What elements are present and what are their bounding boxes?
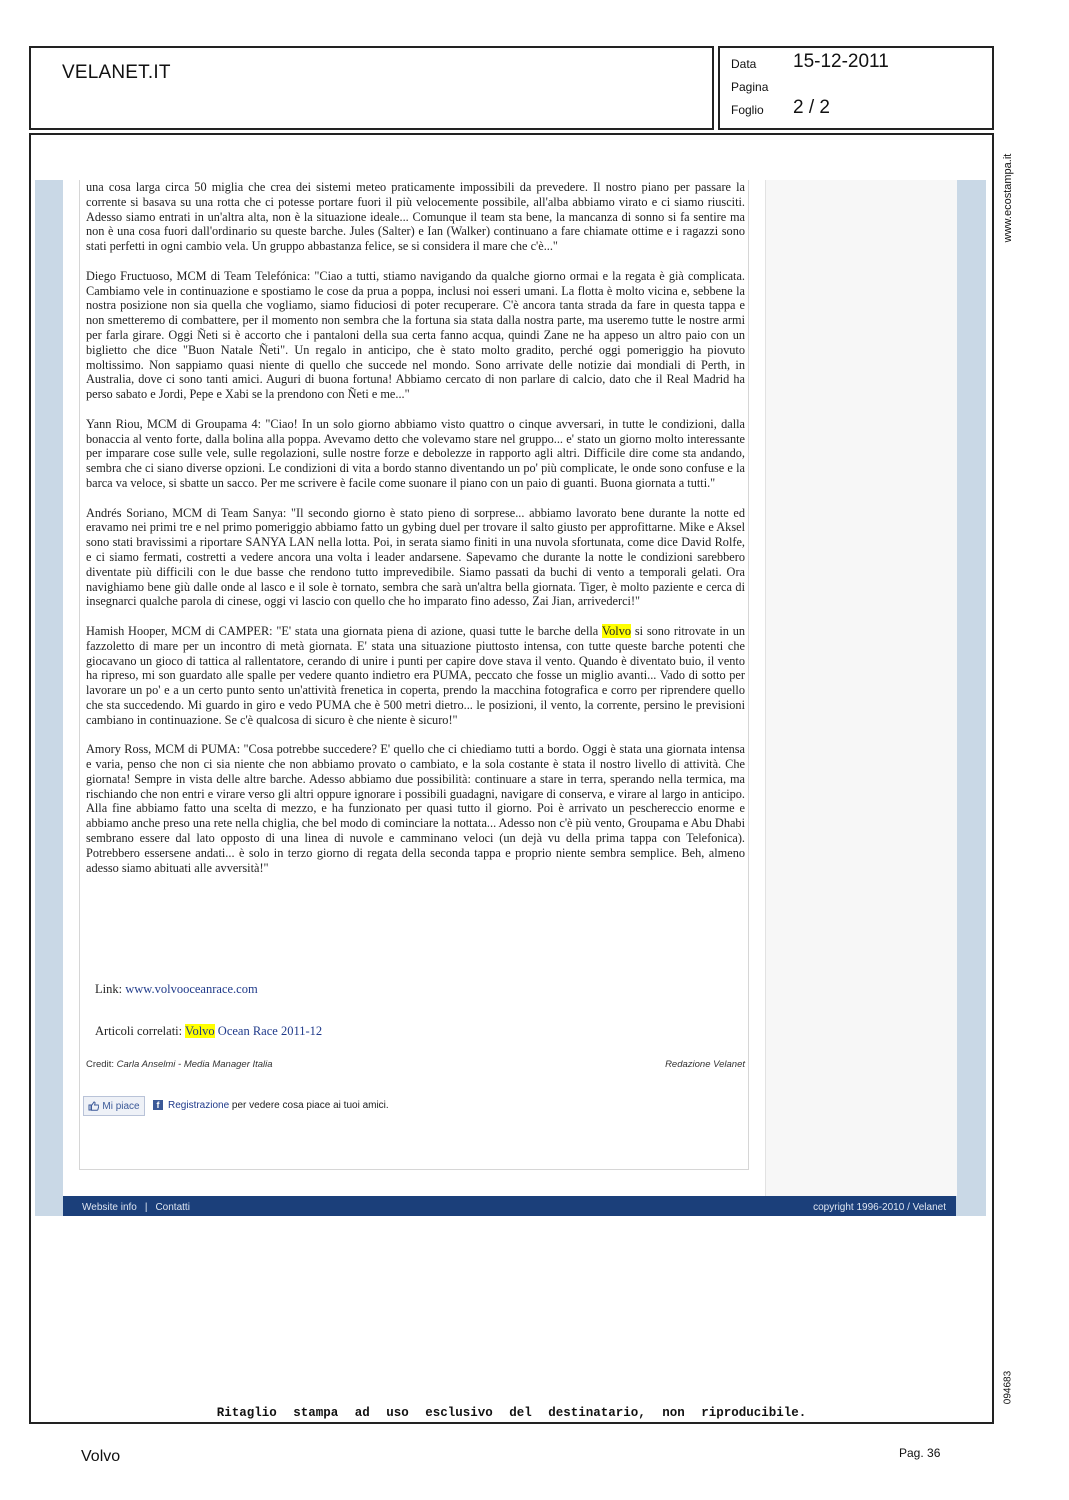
related-label: Articoli correlati: bbox=[95, 1024, 183, 1038]
credit-redazione: Redazione Velanet bbox=[665, 1059, 745, 1070]
race-website-link[interactable]: www.volvooceanrace.com bbox=[125, 982, 258, 996]
article-paragraph: una cosa larga circa 50 miglia che crea dei sistemi meteo praticamente impossibili da prevedere. Il nostro piano per passare la corrente si basava su una rotta che ci potesse portare fuori il più velocemente possibile, all'alba abbiamo virato e ci siamo riusciti. Adesso siamo entrati in un'altra alta, non è la situazione ideale... Comunque il team sta bene, la mancanza di sonno si fa sentire ma non è una cosa fuori dall'ordinario su queste barche. Jules (Salter) e Ian (Walker) continuano a fare chiamate ottime e i ragazzi sono stati perfetti in ogni cambio vela. Un gruppo abbastanza felice, se si considera il mare che c'è..." bbox=[86, 180, 745, 254]
side-code-text: 094683 bbox=[1002, 1370, 1014, 1405]
disclaimer: Ritaglio stampa ad uso esclusivo del destinatario, non riproducibile. bbox=[216, 1406, 807, 1420]
date-value: 15-12-2011 bbox=[793, 51, 889, 72]
related-link-text: Ocean Race 2011-12 bbox=[214, 1024, 323, 1038]
article-body bbox=[86, 180, 745, 890]
sheet-label: Foglio bbox=[731, 103, 764, 117]
hamish-text-end: si sono ritrovate in un fazzoletto di mare per un incontro di metà giornata. E' stata una situazione piuttosto intensa, con tutte queste barche potenti che giocavano un gioco di tattica al rallentatore, cerando di unire i punti per capire dove stava il vento. Quando è diventato buio, il vento ha ripreso, mi son guardato alle spalle per vedere quanto indietro era PUMA, peccato che fosse un miglio avanti... Vado di sotto per lavorare un po' e a un certo punto sento un'attività frenetica in coperta, prendo la macchina fotografica e corro per riprendere quello che sta succedendo. Mi guardo in giro e vedo PUMA che è 500 metri dietro... le posizioni, il vento, la corrente, persino le previsioni cambiano in continuazione. Se c'è qualcosa di sicuro è che niente è sicuro!" bbox=[86, 623, 745, 727]
contatti-link[interactable]: Contatti bbox=[155, 1202, 190, 1213]
footer-copyright: copyright 1996-2010 / Velanet bbox=[813, 1202, 946, 1213]
publication-box bbox=[29, 46, 714, 130]
credit-label: Credit: bbox=[86, 1059, 114, 1070]
link-line bbox=[95, 982, 258, 997]
hamish-text-start: Hamish Hooper, MCM di CAMPER: "E' stata una giornata piena di azione, quasi tutte le barche della bbox=[86, 623, 602, 638]
highlighted-keyword: Volvo bbox=[185, 1024, 215, 1038]
highlighted-keyword: Volvo bbox=[601, 623, 632, 638]
website-right-column bbox=[765, 180, 957, 1196]
footer-links bbox=[82, 1202, 190, 1213]
website-footer bbox=[63, 1196, 956, 1216]
bottom-keyword: Volvo bbox=[81, 1448, 121, 1465]
like-button[interactable] bbox=[83, 1096, 145, 1116]
article-paragraph-hamish bbox=[86, 624, 745, 728]
sheet-value: 2 / 2 bbox=[793, 97, 830, 118]
side-code bbox=[1000, 1368, 1016, 1408]
side-watermark bbox=[1000, 150, 1016, 250]
footer-separator: | bbox=[144, 1202, 148, 1213]
like-label: Mi piace bbox=[102, 1100, 140, 1112]
register-link[interactable]: Registrazione bbox=[168, 1100, 230, 1111]
article-paragraph: Amory Ross, MCM di PUMA: "Cosa potrebbe succedere? E' quello che ci chiediamo tutti a bordo. Oggi è stata una giornata intensa e varia, penso che non ci sia niente che non abbiamo provato o cambiato, e la sola costante è stata il nostro livello di attività. Che giornata! Sempre in vista delle altre barche. Adesso abbiamo due possibilità: continuare a stare in terra, sperando nella termica, ma rischiando che non entri e virare verso gli altri oppure ignorare i possibili guadagni, navigare di conserva, e virare al largo in anticipo. Alla fine abbiamo fatto una scelta di mezzo, e ha funzionato per quasi tutto il giorno. Poi è arrivato un peschereccio enorme e abbiamo anche preso una rete nella chiglia, che bel modo di cominciare la nottata... Adesso non c'è più vento, Groupama e Abu Dhabi sembrano essere dal lato opposto di una linea di nuvole e camminano veloci (un dejà vu della prima tappa con Telefonica). Potrebbero essersene andati... è solo in terzo giorno di regata della seconda tappa e proprio niente sembra semplice. Beh, almeno adesso siamo abituati alle avversità!" bbox=[86, 742, 745, 875]
credit-line bbox=[86, 1059, 745, 1070]
related-article-link[interactable] bbox=[185, 1024, 322, 1038]
link-label: Link: bbox=[95, 982, 123, 996]
date-label: Data bbox=[731, 57, 757, 71]
related-articles-line bbox=[95, 1024, 322, 1039]
facebook-icon: f bbox=[153, 1100, 163, 1110]
page-number: Pag. 36 bbox=[899, 1446, 941, 1460]
thumbs-up-icon bbox=[88, 1101, 99, 1111]
metadata-box bbox=[718, 46, 994, 130]
facebook-register-text bbox=[168, 1100, 389, 1111]
credit-author: Carla Anselmi - Media Manager Italia bbox=[116, 1059, 273, 1070]
side-url-text: www.ecostampa.it bbox=[1002, 153, 1014, 243]
article-paragraph: Yann Riou, MCM di Groupama 4: "Ciao! In un solo giorno abbiamo visto quattro o cinque avversari, in tutte le condizioni, dalla bonaccia al vento forte, dalla bolina alla poppa. Avevamo detto che volevamo stare nel gruppo... e' stato un giorno molto interessante per imparare cose sulle vele, sulle regolazioni, sulle nostre forze e debolezze in rapporto agli altri. Difficile dire come sta andando, sembra che ci siano diverse opzioni. Le condizioni di vita a bordo stanno diventando un po' più complicate, le onde sono confuse e la barca va veloce, si sbatte un sacco. Per me scrivere è facile come suonare il piano con un paio di guanti. Buona giornata a tutti." bbox=[86, 416, 745, 490]
publication-name: VELANET.IT bbox=[62, 62, 171, 83]
page-label: Pagina bbox=[731, 80, 769, 94]
website-info-link[interactable]: Website info bbox=[82, 1202, 137, 1213]
register-rest: per vedere cosa piace ai tuoi amici. bbox=[229, 1100, 389, 1111]
article-paragraph: Diego Fructuoso, MCM di Team Telefónica: "Ciao a tutti, stiamo navigando da qualche giorno ormai e la regata è già complicata. Cambiamo vele in continuazione e spostiamo le cose da prua a poppa, inclusi noi esseri umani. La flotta è molto vicina e, sebbene la nostra posizione non sia quella che vogliamo, siamo fiduciosi di poter recuperare. C'è ancora tanta strada da fare in questa tappa e non smetteremo di combattere, per il momento non sembra che la fortuna sia stata dalla nostra parte, ma useremo tutte le nostre armi per farla girare. Oggi Ñeti si è accorto che i pantaloni della sua certa fanno acqua, quindi Zane ne ha appeso un altro paio con un biglietto che dice "Buon Natale Ñeti". Un regalo in anticipo, che è stato molto gradito, perché oggi pomeriggio ha piovuto moltissimo. Non sappiamo quasi niente di quello che succede nel mondo. Sono arrivate delle notizie dai mondiali di Perth, in Australia, dove ci sono tanti amici. Auguri di buona fortuna! Abbiamo cercato di non parlare di calcio, dato che il Real Madrid ha perso sabato e Jordi, Pepe e Xabi se la prendono con Ñeti e me..." bbox=[86, 268, 745, 402]
article-paragraph: Andrés Soriano, MCM di Team Sanya: "Il secondo giorno è stato pieno di sorprese... abbiamo lavorato bene durante la notte ed eravamo nei primi tre e nel primo pomeriggio abbiamo fatto un gybing duel per trovare il salto giusto per approfittarne. Mike e Aksel sono stati bravissimi a riportare SANYA LAN nella lotta. Poi, in serata siamo finiti in una nuvola sfortunata, come dice David Rolfe, e ci siamo fermati, costretti a vedere ancora una volta i leader andarsene. Sapevamo che durante la notte le condizioni sarebbero diventate più difficili con le due basse che rendono tutto imprevedibile. Siamo passati da buchi di vento a temporali gelati. Ora navighiamo bene giù dalle onde al lasco e il sole è tornato, sembra che sarà un'altra bella giornata. Tiger, è molto paziente e cerca di insegnarci qualche parola di cinese, oggi vi lascio con quello che ho imparato fino adesso, Zai Jian, arrivederci!" bbox=[86, 505, 745, 609]
